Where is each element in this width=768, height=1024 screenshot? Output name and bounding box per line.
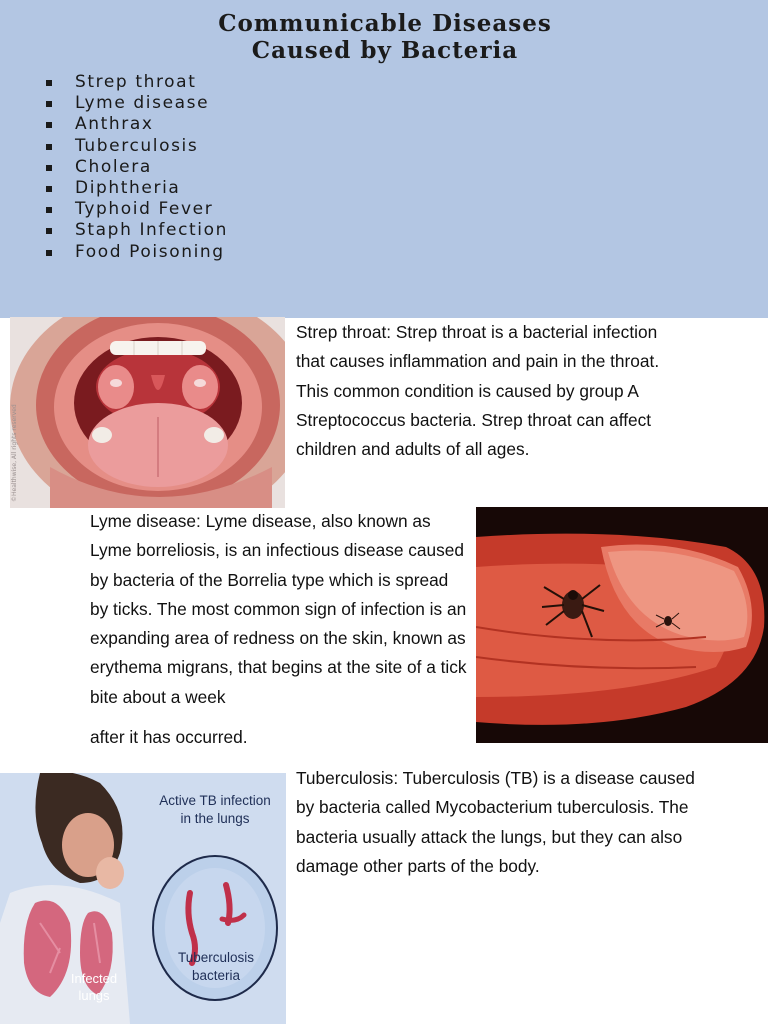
title-line-1: Communicable Diseases — [218, 10, 552, 37]
infected-label-1: Infected — [70, 971, 118, 986]
list-item: Lyme disease — [44, 93, 228, 114]
list-item: Cholera — [44, 157, 228, 178]
bullet-icon — [46, 228, 52, 234]
list-item: Strep throat — [44, 72, 228, 93]
list-item: Anthrax — [44, 114, 228, 135]
bullet-icon — [46, 80, 52, 86]
list-item: Food Poisoning — [44, 242, 228, 263]
page-title — [120, 10, 650, 64]
list-item: Tuberculosis — [44, 136, 228, 157]
in-the-lungs-label: in the lungs — [180, 811, 250, 826]
bullet-icon — [46, 250, 52, 256]
list-item: Staph Infection — [44, 220, 228, 241]
active-tb-label: Active TB infection — [159, 793, 271, 808]
infected-label-2: lungs — [78, 988, 110, 1003]
tick-on-finger-image — [476, 507, 768, 743]
bullet-icon — [46, 165, 52, 171]
bullet-icon — [46, 207, 52, 213]
bullet-icon — [46, 101, 52, 107]
lyme-disease-description: Lyme disease: Lyme disease, also known as Lyme borreliosis, is an infectious disease caused by bacteria of the Borrelia type which is spread by ticks. The most common sign of infection is an expanding area of redness on the skin, known as erythema migrans, that begins at the site of a tick bite about a week — [90, 511, 467, 707]
lyme-disease-description-tail: after it has occurred. — [90, 727, 248, 747]
strep-throat-image — [10, 317, 285, 508]
title-line-2: Caused by Bacteria — [251, 37, 519, 64]
tb-bacteria-label-1: Tuberculosis — [177, 950, 255, 965]
copyright-label: ©Healthwise, All rights reserved — [11, 404, 18, 502]
bullet-icon — [46, 186, 52, 192]
list-item: Typhoid Fever — [44, 199, 228, 220]
tuberculosis-image — [0, 773, 286, 1024]
list-item: Diphtheria — [44, 178, 228, 199]
disease-list — [44, 72, 228, 263]
title-banner — [0, 0, 768, 318]
bullet-icon — [46, 144, 52, 150]
bullet-icon — [46, 122, 52, 128]
tb-bacteria-label-2: bacteria — [191, 968, 241, 983]
tuberculosis-description: Tuberculosis: Tuberculosis (TB) is a disease caused by bacteria called Mycobacterium tuberculosis. The bacteria usually attack the lungs, but they can also damage other parts of the body. — [296, 768, 695, 876]
strep-throat-description: Strep throat: Strep throat is a bacterial infection that causes inflammation and pain in the throat. This common condition is caused by group A Streptococcus bacteria. Strep throat can affect children and adults of all ages. — [296, 322, 660, 460]
